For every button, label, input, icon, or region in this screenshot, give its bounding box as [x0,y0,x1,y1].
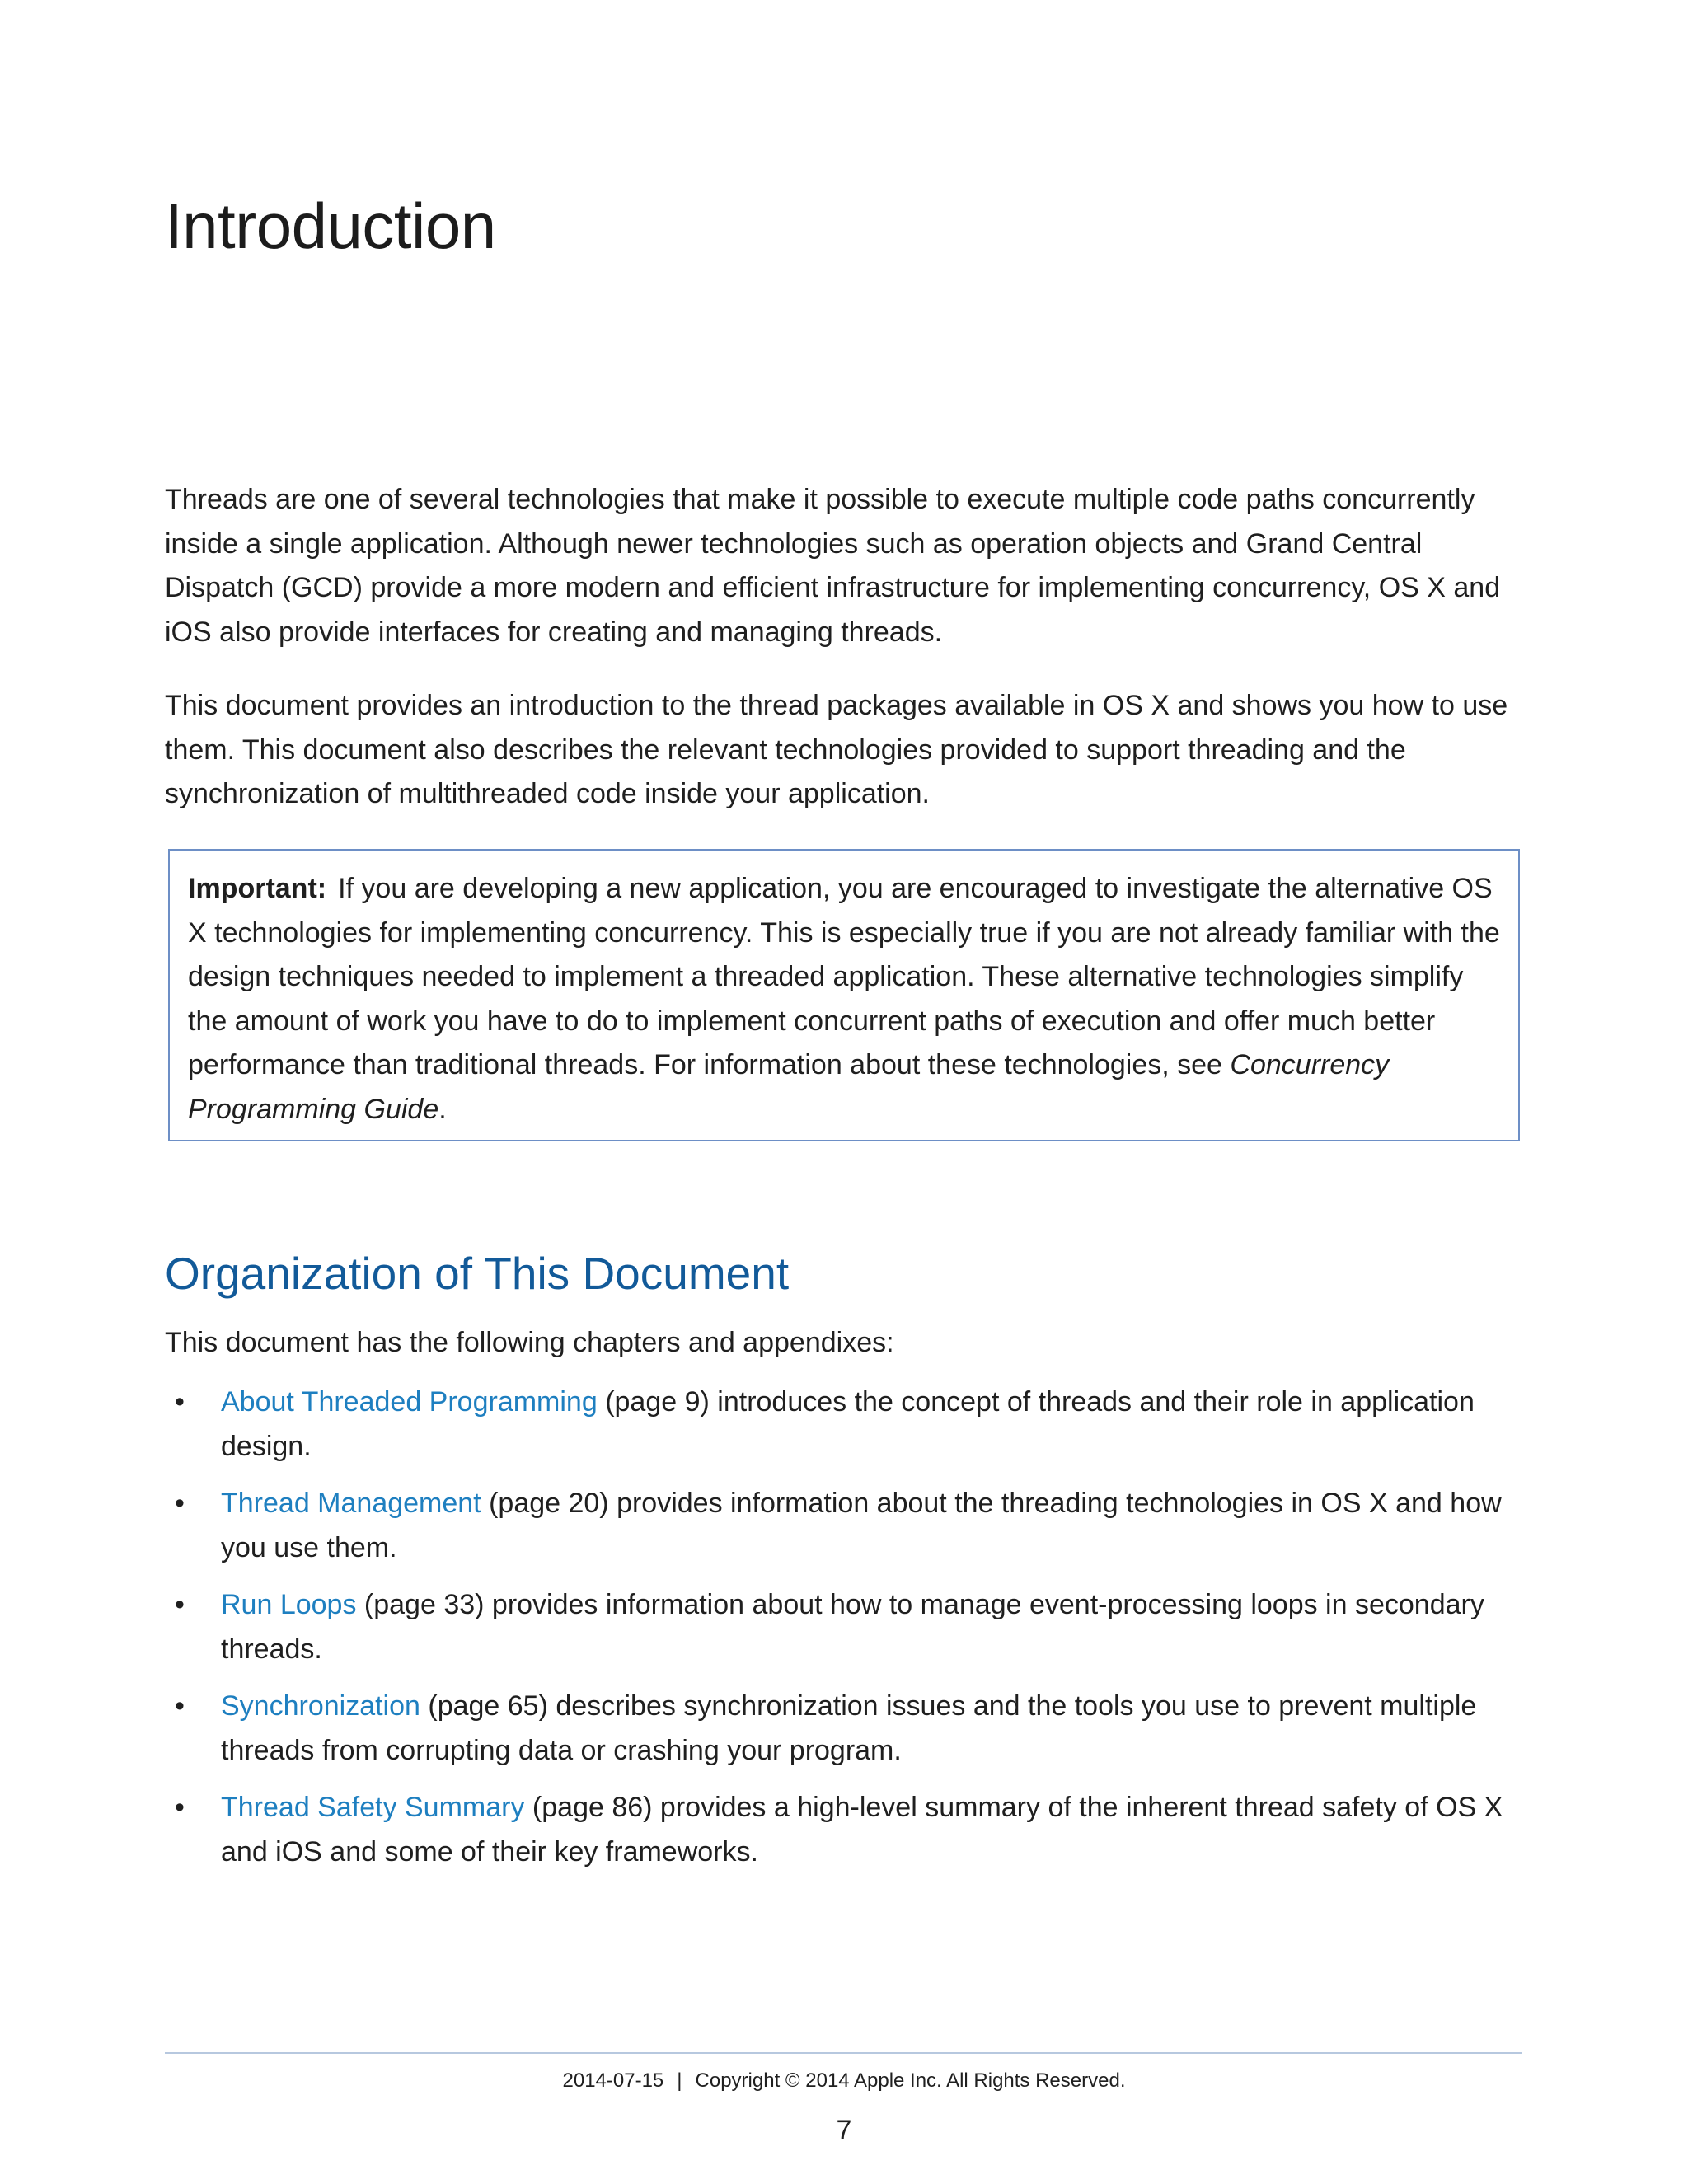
chapter-description: (page 9) introduces the concept of threads and their role in application design. [221,1386,1475,1462]
chapters-intro: This document has the following chapters and appendixes: [165,1327,894,1358]
important-end: . [438,1093,447,1125]
important-body: If you are developing a new application, you are encouraged to investigate the alternative OS X technologies for implementing concurrency. This is especially true if you are not already familiar with the design techniques needed to implement a threaded application. These alternative technologies simplify the amount of work you have to do to implement concurrent paths of execution and offer much better performance than traditional threads. For information about these technologies, see [188,873,1500,1080]
intro-paragraph-2: This document provides an introduction to the thread packages available in OS X and shows you how to use them. This document also describes the relevant technologies provided to support threading and the synchronization of multithreaded code inside your application. [165,690,1508,809]
footer [0,2069,1688,2093]
bullet-icon: • [175,1589,185,1620]
link-synchronization[interactable]: Synchronization [221,1690,420,1722]
chapter-list [165,1380,1533,1887]
chapter-item-thread-safety-summary [165,1786,1533,1874]
concurrency-guide-reference: Concurrency Programming Guide [188,1049,1390,1125]
page-title: Introduction [165,190,496,262]
chapter-item-synchronization [165,1685,1533,1773]
footer-date: 2014-07-15 [562,2069,664,2092]
link-run-loops[interactable]: Run Loops [221,1589,357,1620]
link-thread-management[interactable]: Thread Management [221,1488,481,1519]
chapter-description: (page 65) describes synchronization issues and the tools you use to prevent multiple threads from corrupting data or crashing your program. [221,1690,1477,1766]
footer-copyright: Copyright © 2014 Apple Inc. All Rights Reserved. [695,2069,1126,2092]
chapter-item-about-threaded-programming [165,1380,1533,1469]
bullet-icon: • [175,1792,185,1823]
link-thread-safety-summary[interactable]: Thread Safety Summary [221,1792,525,1823]
important-label: Important: [188,873,327,904]
section-heading-organization: Organization of This Document [165,1248,790,1299]
link-about-threaded-programming[interactable]: About Threaded Programming [221,1386,598,1418]
important-note-box [168,849,1520,1141]
chapter-description: (page 20) provides information about the threading technologies in OS X and how you use them. [221,1488,1502,1563]
chapter-description: (page 86) provides a high-level summary of the inherent thread safety of OS X and iOS and some of their key frameworks. [221,1792,1503,1868]
bullet-icon: • [175,1690,185,1722]
bullet-icon: • [175,1386,185,1418]
page-number: 7 [836,2115,852,2146]
chapter-description: (page 33) provides information about how to manage event-processing loops in secondary threads. [221,1589,1484,1665]
chapter-item-thread-management [165,1482,1533,1570]
footer-divider [165,2052,1522,2054]
bullet-icon: • [175,1488,185,1519]
chapter-item-run-loops [165,1583,1533,1671]
important-note-text [188,867,1502,1132]
footer-separator: | [677,2069,682,2092]
intro-paragraph-1: Threads are one of several technologies that make it possible to execute multiple code paths concurrently inside a single application. Although newer technologies such as operation objects and Grand Central Dispatch (GCD) provide a more modern and efficient infrastructure for implementing concurrency, OS X and iOS also provide interfaces for creating and managing threads. [165,484,1501,648]
